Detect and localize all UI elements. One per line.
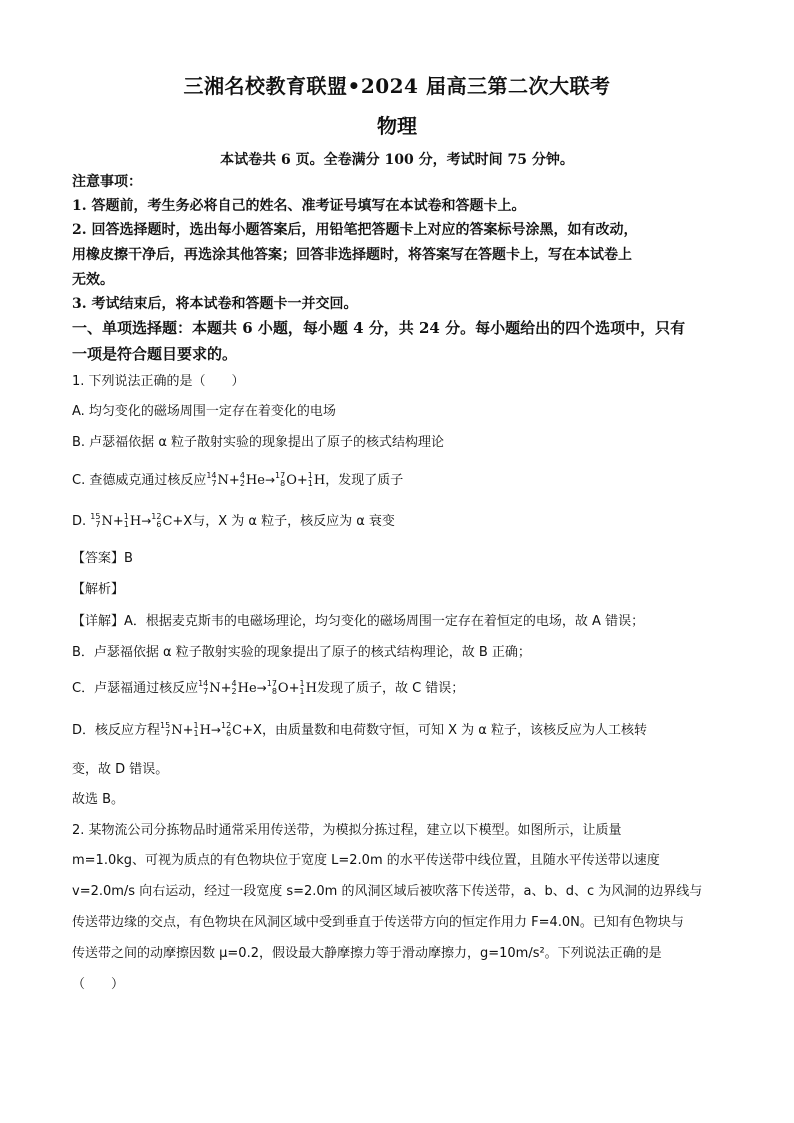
q2-line: v=2.0m/s 向右运动，经过一段宽度 s=2.0m 的风洞区域后被吹落下传送带，a、b、d、c 为风洞的边界线与 — [72, 884, 703, 899]
instruction-item: 用橡皮擦干净后，再选涂其他答案；回答非选择题时，将答案写在答题卡上，写在本试卷上 — [72, 247, 632, 263]
nuclide-h1: 1 1 H — [307, 471, 326, 488]
q1-option-c-text: C. 查德威克通过核反应 — [72, 473, 207, 488]
plus-sign: + — [220, 681, 232, 696]
detail-d-text: D．核反应方程 — [72, 723, 161, 738]
exam-note: 本试卷共 6 页。全卷满分 100 分，考试时间 75 分钟。 — [220, 152, 574, 168]
detail-d-cont: 变，故 D 错误。 — [72, 762, 169, 777]
detail-c-text: C．卢瑟福通过核反应 — [72, 681, 199, 696]
answer-value: B — [124, 551, 133, 566]
detail-tag: 【详解】 — [72, 614, 125, 629]
detail-a-text: A．根据麦克斯韦的电磁场理论，均匀变化的磁场周围一定存在着恒定的电场，故 A 错误； — [124, 614, 645, 629]
nuclide-h1: 1 1 H — [123, 512, 142, 529]
q1-option-c — [72, 470, 732, 491]
section-heading-cont: 一项是符合题目要求的。 — [72, 345, 238, 363]
answer-tag: 【答案】 — [72, 551, 125, 566]
q1-option-b: B. 卢瑟福依据 α 粒子散射实验的现象提出了原子的核式结构理论 — [72, 435, 445, 450]
plus-sign: + — [296, 473, 308, 488]
conclusion: 故选 B。 — [72, 792, 125, 807]
detail-b: B．卢瑟福依据 α 粒子散射实验的现象提出了原子的核式结构理论，故 B 正确； — [72, 645, 531, 660]
instruction-item: 无效。 — [72, 272, 114, 288]
arrow-icon: → — [210, 723, 221, 737]
arrow-icon: → — [141, 514, 152, 528]
nuclide-h1: 1 1 H — [193, 721, 211, 738]
q1-option-c-suffix: ，发现了质子 — [325, 473, 404, 488]
detail-a — [72, 612, 732, 632]
plus-sign: + — [242, 723, 254, 738]
section-heading: 一、单项选择题：本题共 6 小题，每小题 4 分，共 24 分。每小题给出的四个选项中，只有 — [72, 319, 686, 337]
q2-line: m=1.0kg、可视为质点的有色物块位于宽度 L=2.0m 的水平传送带中线位置，且随水平传送带以速度 — [72, 853, 660, 868]
detail-c-suffix: 发现了质子，故 C 错误； — [316, 681, 465, 696]
arrow-icon: → — [256, 681, 267, 695]
q2-line: （ ） — [72, 977, 125, 992]
q1-option-d — [72, 511, 732, 532]
nuclide-n15: 15 7 N — [160, 721, 183, 738]
plus-sign: + — [228, 473, 240, 488]
q2-line: 传送带之间的动摩擦因数 μ=0.2，假设最大静摩擦力等于滑动摩擦力，g=10m/s²。下列说法正确的是 — [72, 946, 662, 961]
nuclide-n15: 15 7 N — [90, 512, 113, 529]
arrow-icon: → — [264, 473, 275, 487]
plus-sign: + — [172, 514, 184, 529]
analysis-tag: 【解析】 — [72, 582, 125, 597]
detail-d-suffix: ，由质量数和电荷数守恒，可知 X 为 α 粒子，该核反应为人工核转 — [261, 723, 647, 738]
plus-sign: + — [182, 723, 194, 738]
q1-option-d-label: D. — [72, 514, 91, 529]
plus-sign: + — [112, 514, 124, 529]
q1-option-d-suffix: 与，X 为 α 粒子，核反应为 α 衰变 — [192, 514, 395, 529]
q1-stem: 1. 下列说法正确的是（ ） — [72, 374, 245, 389]
exam-subject: 物理 — [377, 114, 417, 138]
instructions-heading: 注意事项： — [72, 174, 142, 190]
nuclide-h1: 1 1 H — [299, 679, 317, 696]
answer-line — [72, 549, 732, 569]
particle-x: X — [253, 723, 262, 738]
exam-title: 三湘名校教育联盟•2024 届高三第二次大联考 — [183, 74, 611, 98]
particle-x: X — [183, 514, 193, 529]
plus-sign: + — [288, 681, 300, 696]
nuclide-o17: 17 8 O — [275, 471, 297, 488]
nuclide-he4: 4 2 He — [239, 471, 265, 488]
instruction-item: 3. 考试结束后，将本试卷和答题卡一并交回。 — [72, 296, 358, 312]
detail-d — [72, 720, 732, 741]
nuclide-he4: 4 2 He — [231, 679, 257, 696]
instruction-item: 2. 回答选择题时，选出每小题答案后，用铅笔把答题卡上对应的答案标号涂黑，如有改动， — [72, 222, 638, 238]
nuclide-c12: 12 6 C — [151, 512, 173, 529]
q2-line: 传送带边缘的交点，有色物块在风洞区域中受到垂直于传送带方向的恒定作用力 F=4.0N。已知有色物块与 — [72, 915, 684, 930]
detail-c — [72, 678, 732, 699]
instruction-item: 1. 答题前，考生务必将自己的姓名、准考证号填写在本试卷和答题卡上。 — [72, 198, 526, 214]
q1-option-a: A. 均匀变化的磁场周围一定存在着变化的电场 — [72, 404, 336, 419]
nuclide-c12: 12 6 C — [220, 721, 243, 738]
nuclide-o17: 17 8 O — [266, 679, 289, 696]
nuclide-n14: 14 7 N — [198, 679, 221, 696]
q2-line: 2. 某物流公司分拣物品时通常采用传送带，为模拟分拣过程，建立以下模型。如图所示，让质量 — [72, 823, 622, 838]
nuclide-n14: 14 7 N — [206, 471, 229, 488]
